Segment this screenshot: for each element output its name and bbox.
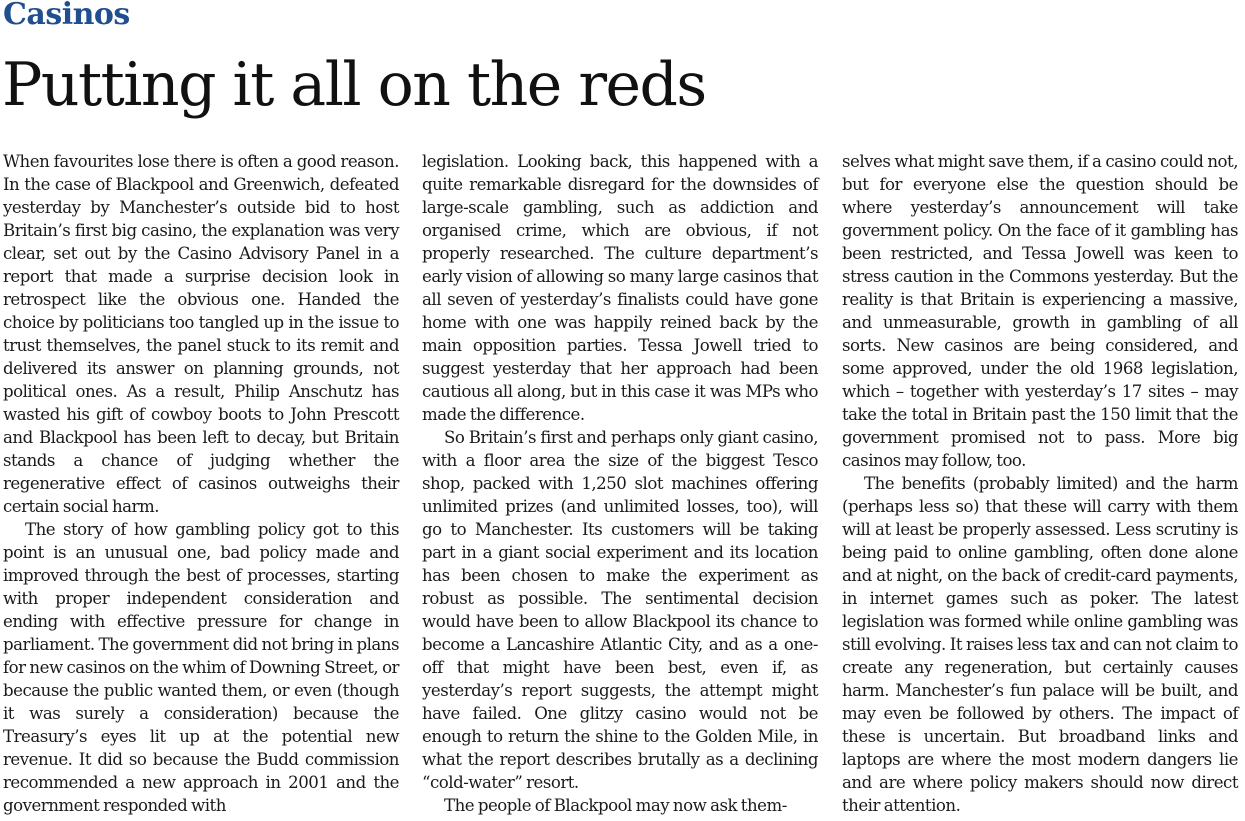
article-paragraph: The benefits (probably limited) and the harm (perhaps less so) that these will carry with them will at least be properly assessed. Less scrutiny is being paid to online gambling, often done alone and at night, on the back of credit-card payments, in internet games such as poker. The latest legislation was formed while online gambling was still evolving. It raises less tax and can not claim to create any regeneration, but certainly causes harm. Manchester’s fun palace will be built, and may even be followed by others. The impact of these is uncertain. But broadband links and laptops are where the most modern dangers lie and are where policy makers should now direct their attention. <box>842 474 1238 815</box>
article-column-2 <box>422 150 818 817</box>
article-paragraph: So Britain’s first and perhaps only giant casino, with a floor area the size of the biggest Tesco shop, packed with 1,250 slot machines offering unlimited prizes (and unlimited losses, too), will go to Manchester. Its customers will be taking part in a giant social experiment and its location has been chosen to make the experiment as robust as possible. The sentimental decision would have been to allow Blackpool its chance to become a Lancashire Atlantic City, and as a one-off that might have been best, even if, as yesterday’s report suggests, the attempt might have failed. One glitzy casino would not be enough to return the shine to the Golden Mile, in what the report describes brutally as a declining “cold-water” resort. <box>422 428 818 792</box>
article-column-3 <box>842 150 1238 817</box>
article-column-1 <box>3 150 399 817</box>
article-paragraph: The people of Blackpool may now ask them- <box>444 796 787 815</box>
headline: Putting it all on the reds <box>2 50 706 120</box>
section-label: Casinos <box>3 0 130 32</box>
article-paragraph: selves what might save them, if a casino could not, but for everyone else the question should be where yesterday’s announcement will take government policy. On the face of it gambling has been restricted, and Tessa Jowell was keen to stress caution in the Commons yesterday. But the reality is that Britain is experiencing a massive, and unmeasurable, growth in gambling of all sorts. New casinos are being considered, and some approved, under the old 1968 legislation, which – together with yesterday’s 17 sites – may take the total in Britain past the 150 limit that the government promised not to pass. More big casinos may follow, too. <box>842 152 1238 470</box>
article-paragraph: The story of how gambling policy got to this point is an unusual one, bad policy made and improved through the best of processes, starting with proper independent consideration and ending with effective pressure for change in parliament. The government did not bring in plans for new casinos on the whim of Downing Street, or because the public wanted them, or even (though it was surely a consideration) because the Treasury’s eyes lit up at the potential new revenue. It did so because the Budd commission recommended a new approach in 2001 and the government responded with <box>3 520 399 815</box>
article-paragraph: legislation. Looking back, this happened with a quite remarkable disregard for the downsides of large-scale gambling, such as addiction and organised crime, which are obvious, if not properly researched. The culture department’s early vision of allowing so many large casinos that all seven of yesterday’s finalists could have gone home with one was happily reined back by the main opposition parties. Tessa Jowell tried to suggest yesterday that her approach had been cautious all along, but in this case it was MPs who made the difference. <box>422 152 818 424</box>
article-paragraph: When favourites lose there is often a good reason. In the case of Blackpool and Greenwich, defeated yesterday by Manchester’s outside bid to host Britain’s first big casino, the explanation was very clear, set out by the Casino Advisory Panel in a report that made a surprise decision look in retrospect like the obvious one. Handed the choice by politicians too tangled up in the issue to trust themselves, the panel stuck to its remit and delivered its answer on planning grounds, not political ones. As a result, Philip Anschutz has wasted his gift of cowboy boots to John Prescott and Blackpool has been left to decay, but Britain stands a chance of judging whether the regenerative effect of casinos outweighs their certain social harm. <box>3 152 399 516</box>
